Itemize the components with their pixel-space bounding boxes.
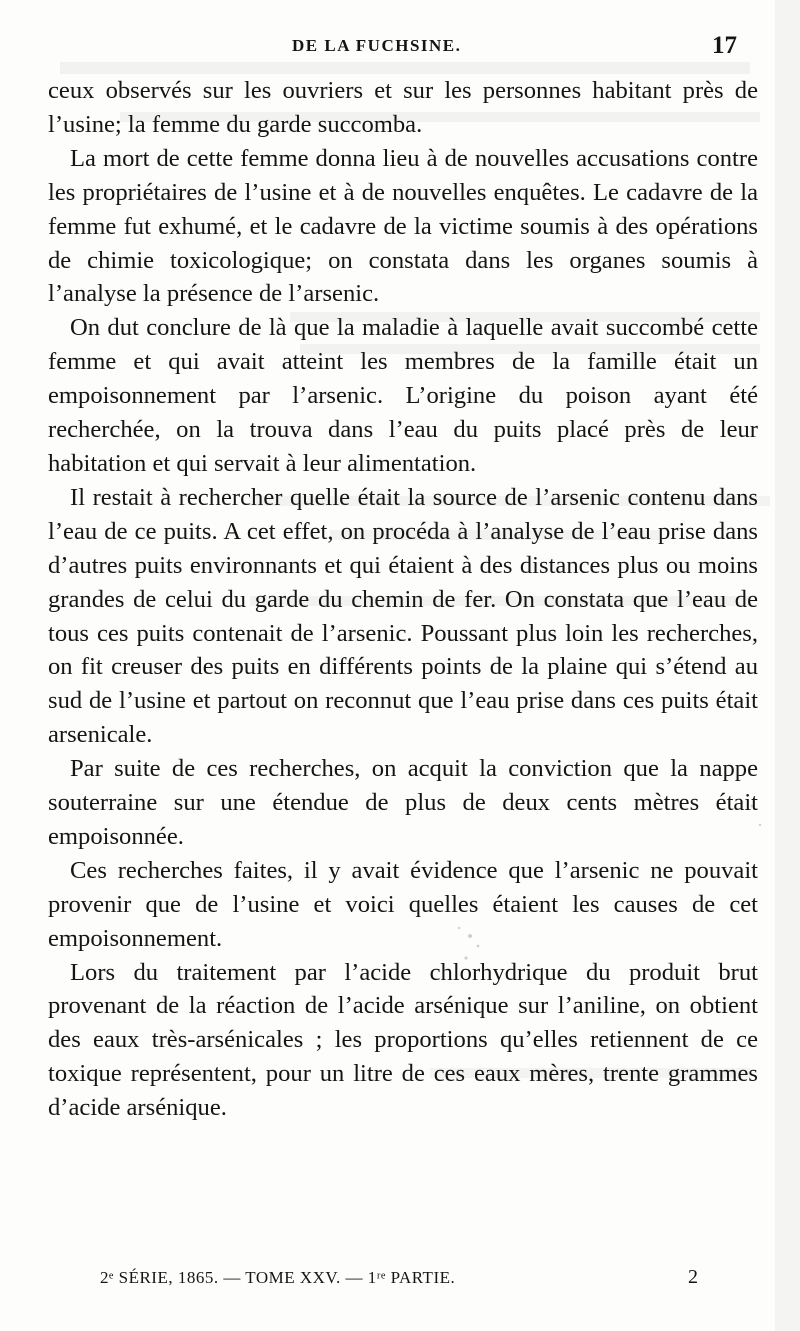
page-footer (0, 1268, 800, 1298)
paragraph: La mort de cette femme donna lieu à de nouvelles accusations contre les propriétaires de l’usine et à de nouvelles enquêtes. Le cadavre de la femme fut exhumé, et le cadavre de la victime soumis à des opérations de chimie toxicologique; on constata dans les organes soumis à l’analyse la présence de l’arsenic. (48, 144, 758, 308)
paragraph: Lors du traitement par l’acide chlorhydrique du produit brut provenant de la réaction de l’acide arsénique sur l’aniline, on obtient des eaux très-arsénicales ; les proportions qu’elles retiennent de ce toxique représentent, pour un litre de ces eaux mères, trente grammes d’acide arsénique. (48, 958, 758, 1122)
paragraph: Ces recherches faites, il y avait évidence que l’arsenic ne pouvait provenir que de l’usine et voici quelles étaient les causes de cet empoisonnement. (48, 856, 758, 952)
series-line: 2ᵉ SÉRIE, 1865. — TOME XXV. — 1ʳᵉ PARTIE. (100, 1268, 456, 1287)
running-head (0, 34, 800, 64)
body-text (48, 74, 758, 1125)
signature-mark: 2 (688, 1266, 698, 1288)
page-number: 17 (712, 32, 737, 59)
paragraph-continued: ceux observés sur les ouvriers et sur les personnes habitant près de l’usine; la femme du garde succomba. (48, 77, 758, 138)
paragraph: Par suite de ces recherches, on acquit la conviction que la nappe souterraine sur une étendue de plus de deux cents mètres était empoisonnée. (48, 755, 758, 850)
paragraph: Il restait à rechercher quelle était la source de l’arsenic contenu dans l’eau de ce puits. A cet effet, on procéda à l’analyse de l’eau prise dans d’autres puits environnants et qui étaient à des distances plus ou moins grandes de celui du garde du chemin de fer. On constata que l’eau de tous ces puits contenait de l’arsenic. Poussant plus loin les recherches, on fit creuser des puits en différents points de la plaine qui s’étend au sud de l’usine et partout on reconnut que l’eau prise dans ces puits était arsenicale. (48, 483, 758, 749)
paragraph: On dut conclure de là que la maladie à laquelle avait succombé cette femme et qui avait atteint les membres de la famille était un empoisonnement par l’arsenic. L’origine du poison ayant été recherchée, on la trouva dans l’eau du puits placé près de leur habitation et qui servait à leur alimentation. (48, 314, 758, 477)
running-title: DE LA FUCHSINE. (292, 36, 462, 55)
